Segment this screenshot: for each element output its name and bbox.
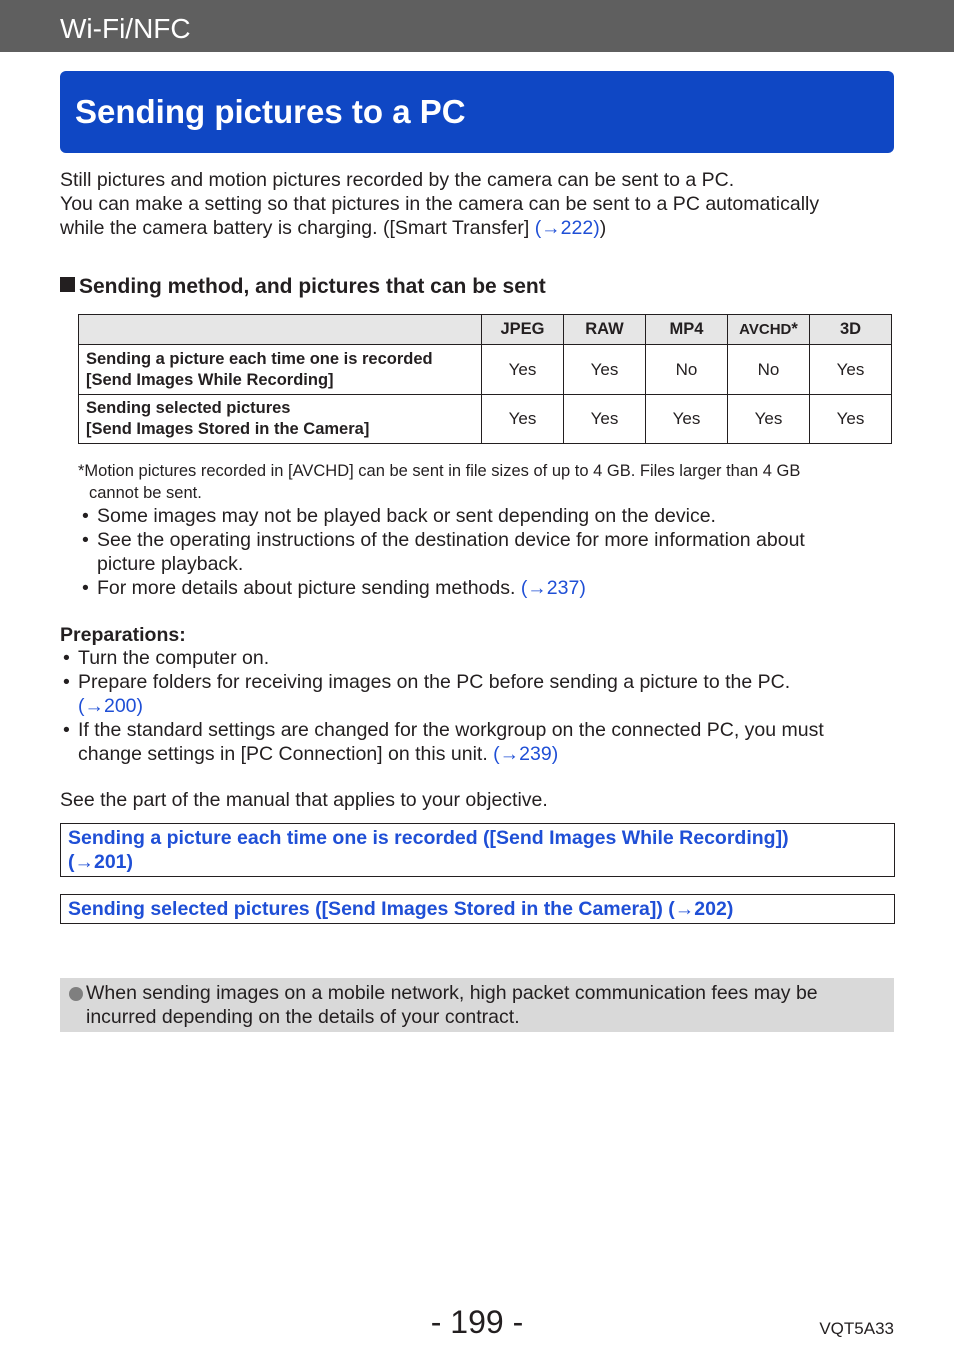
- table-cell: Yes: [482, 345, 564, 395]
- footnote-line-1: [78, 460, 898, 482]
- section-title: Wi-Fi/NFC: [60, 13, 191, 44]
- bullet-icon: •: [82, 505, 89, 527]
- preparations-heading: Preparations:: [60, 624, 186, 646]
- column-header-3d: 3D: [810, 315, 892, 345]
- footnote-text-1: Motion pictures recorded in [AVCHD] can be sent in file sizes of up to 4 GB. Files larger than 4 GB: [84, 462, 801, 480]
- table-cell: No: [646, 345, 728, 395]
- sending-methods-link[interactable]: (→237): [520, 577, 586, 599]
- note-line-1: When sending images on a mobile network, high packet communication fees may be: [86, 982, 818, 1004]
- section-header-bar: [0, 0, 954, 52]
- page-title-banner: [60, 71, 894, 153]
- prep-text: Prepare folders for receiving images on the PC before sending a picture to the PC.: [78, 671, 791, 693]
- note-text-line-1: See the operating instructions of the destination device for more information about: [97, 529, 805, 551]
- row-label-line-2: [Send Images While Recording]: [86, 370, 334, 389]
- row-label-line-2: [Send Images Stored in the Camera]: [86, 420, 370, 438]
- page-title: Sending pictures to a PC: [75, 93, 466, 130]
- row-label: [79, 395, 482, 444]
- reference-line-2: (→201): [68, 851, 134, 873]
- list-item: [63, 718, 893, 766]
- prepare-folders-link[interactable]: (→200): [78, 695, 144, 717]
- circle-bullet-icon: [69, 987, 83, 1001]
- column-header-raw: RAW: [564, 315, 646, 345]
- intro-line-1: Still pictures and motion pictures recorded by the camera can be sent to a PC.: [60, 169, 735, 191]
- note-text: Some images may not be played back or sent depending on the device.: [97, 505, 716, 527]
- section-heading: [60, 274, 546, 300]
- send-stored-images-link[interactable]: [60, 894, 895, 924]
- square-bullet-icon: [60, 277, 75, 292]
- list-item: [63, 670, 893, 718]
- intro-line-3-end: ): [599, 217, 607, 239]
- avchd-footnote: [78, 460, 898, 504]
- list-item: [82, 504, 882, 528]
- notes-list: [82, 504, 882, 600]
- column-header-jpeg: JPEG: [482, 315, 564, 345]
- objective-text: See the part of the manual that applies to your objective.: [60, 789, 548, 811]
- footnote-line-2: cannot be sent.: [89, 484, 202, 502]
- avchd-label: AVCHD: [739, 321, 792, 338]
- bullet-icon: •: [63, 647, 70, 669]
- table-cell: Yes: [728, 395, 810, 444]
- table-header-row: [79, 315, 892, 345]
- list-item: [82, 528, 882, 576]
- intro-paragraph: [60, 168, 900, 240]
- sending-methods-table: [78, 314, 892, 444]
- bullet-icon: •: [63, 671, 70, 693]
- column-header-avchd: [728, 315, 810, 345]
- note-text: For more details about picture sending methods.: [97, 577, 521, 599]
- table-row: [79, 395, 892, 444]
- bullet-icon: •: [63, 719, 70, 741]
- preparations-list: [63, 646, 893, 766]
- asterisk-mark: *: [791, 320, 798, 338]
- list-item: [63, 646, 893, 670]
- table-cell: Yes: [646, 395, 728, 444]
- document-code: VQT5A33: [819, 1319, 894, 1338]
- reference-text: Sending selected pictures ([Send Images Stored in the Camera]) (→202): [68, 898, 734, 920]
- table-header-empty: [79, 315, 482, 345]
- intro-line-3: [60, 216, 900, 240]
- pc-connection-link[interactable]: (→239): [493, 743, 559, 765]
- footnote-mark: *: [78, 462, 85, 480]
- prep-text-line-1: If the standard settings are changed for the workgroup on the connected PC, you must: [78, 719, 824, 741]
- intro-line-2: You can make a setting so that pictures in the camera can be sent to a PC automatically: [60, 193, 820, 215]
- table-cell: Yes: [810, 345, 892, 395]
- note-text-line-2: picture playback.: [97, 553, 244, 575]
- table-cell: Yes: [810, 395, 892, 444]
- smart-transfer-link[interactable]: (→222): [534, 217, 600, 239]
- note-line-2: incurred depending on the details of your contract.: [86, 1006, 520, 1028]
- table-cell: Yes: [482, 395, 564, 444]
- prep-text: Turn the computer on.: [78, 647, 270, 669]
- reference-line-1: Sending a picture each time one is recorded ([Send Images While Recording]): [68, 827, 789, 849]
- column-header-mp4: MP4: [646, 315, 728, 345]
- table-row: [79, 345, 892, 395]
- prep-text-line-2: [78, 742, 893, 766]
- row-label-line-1: Sending a picture each time one is recorded: [86, 349, 433, 368]
- table-cell: No: [728, 345, 810, 395]
- list-item: [82, 576, 882, 600]
- mobile-network-note: [60, 978, 894, 1032]
- row-label-line-1: Sending selected pictures: [86, 399, 291, 417]
- prep-text: change settings in [PC Connection] on this unit.: [78, 743, 494, 765]
- bullet-icon: •: [82, 577, 89, 599]
- intro-line-3-text: while the camera battery is charging. ([Smart Transfer]: [60, 217, 535, 239]
- table-cell: Yes: [564, 345, 646, 395]
- table-cell: Yes: [564, 395, 646, 444]
- page-number: - 199 -: [430, 1304, 524, 1340]
- row-label: [79, 345, 482, 395]
- bullet-icon: •: [82, 529, 89, 551]
- section-heading-text: Sending method, and pictures that can be sent: [79, 275, 546, 298]
- send-while-recording-link[interactable]: [60, 823, 895, 877]
